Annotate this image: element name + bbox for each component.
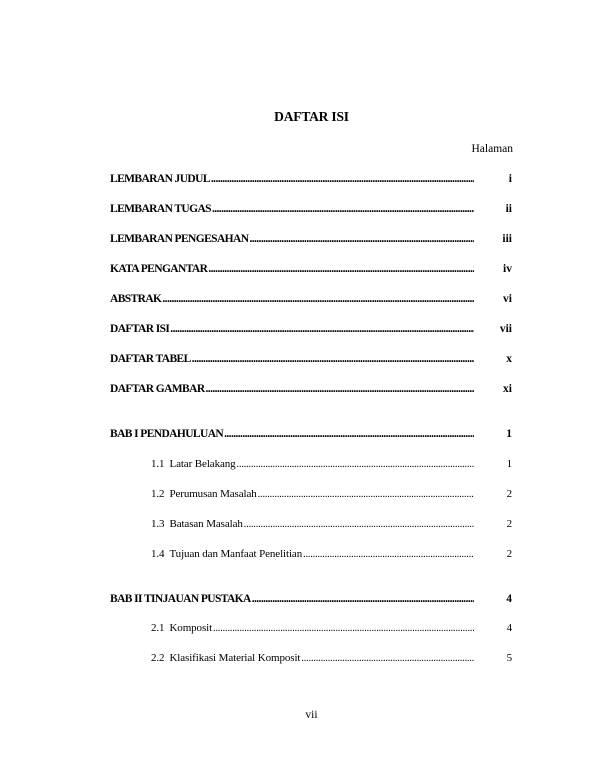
toc-entry-label: LEMBARAN PENGESAHAN <box>110 233 249 245</box>
toc-entry-page: x <box>506 353 512 365</box>
dot-leader <box>249 233 474 245</box>
dot-leader <box>258 489 474 500</box>
toc-entry-label: LEMBARAN JUDUL <box>110 173 210 185</box>
toc-entry-page: vi <box>503 293 512 305</box>
dot-leader <box>211 173 474 185</box>
toc-section-label: Latar Belakang <box>169 458 236 470</box>
toc-section-page: 2 <box>506 488 512 500</box>
toc-chapter-page: 4 <box>506 593 512 605</box>
toc-entry-label: DAFTAR TABEL <box>110 353 191 365</box>
dot-leader <box>301 653 474 664</box>
toc-section <box>151 488 512 504</box>
toc-section <box>151 622 512 638</box>
dot-leader <box>303 549 474 560</box>
toc-entry-page: xi <box>503 383 512 395</box>
toc-entry-page: ii <box>505 203 512 215</box>
toc-section <box>151 548 512 564</box>
dot-leader <box>244 519 474 530</box>
toc-section-label: Batasan Masalah <box>169 518 243 530</box>
toc-entry-page: i <box>508 173 512 185</box>
toc-section <box>151 518 512 534</box>
page-title: DAFTAR ISI <box>274 109 349 124</box>
toc-section-label: Tujuan dan Manfaat Penelitian <box>169 548 303 560</box>
page-number: vii <box>305 709 318 721</box>
toc-section-number: 2.1 <box>151 622 165 634</box>
toc-section <box>151 458 512 474</box>
toc-entry <box>110 353 512 369</box>
dot-leader <box>192 353 474 365</box>
toc-entry-label: DAFTAR ISI <box>110 323 170 335</box>
toc-section-number: 1.3 <box>151 518 165 530</box>
dot-leader <box>208 263 474 275</box>
toc-section-number: 1.1 <box>151 458 165 470</box>
dot-leader <box>206 383 474 395</box>
toc-section-page: 2 <box>506 548 512 560</box>
dot-leader <box>224 428 474 440</box>
toc-section-page: 4 <box>506 622 512 634</box>
toc-section-number: 2.2 <box>151 652 165 664</box>
toc-entry <box>110 233 512 249</box>
dot-leader <box>213 623 474 634</box>
toc-chapter <box>110 428 512 444</box>
toc-section-label: Perumusan Masalah <box>169 488 257 500</box>
toc-entry <box>110 383 512 399</box>
toc-section-label: Klasifikasi Material Komposit <box>169 652 301 664</box>
toc-entry-page: iii <box>502 233 512 245</box>
toc-section-page: 2 <box>506 518 512 530</box>
toc-section-number: 1.4 <box>151 548 165 560</box>
page-column-label: Halaman <box>471 143 513 155</box>
toc-entry-page: iv <box>503 263 512 275</box>
toc-entry-label: KATA PENGANTAR <box>110 263 208 275</box>
toc-section-number: 1.2 <box>151 488 165 500</box>
toc-chapter-page: 1 <box>506 428 512 440</box>
toc-section-label: Komposit <box>169 622 213 634</box>
toc-entry <box>110 323 512 339</box>
toc-entry <box>110 173 512 189</box>
toc-entry <box>110 203 512 219</box>
toc-section-page: 5 <box>506 652 512 664</box>
dot-leader <box>237 459 474 470</box>
toc-entry-label: ABSTRAK <box>110 293 162 305</box>
toc-entry-label: DAFTAR GAMBAR <box>110 383 205 395</box>
toc-chapter <box>110 593 512 609</box>
dot-leader <box>162 293 474 305</box>
toc-section <box>151 652 512 668</box>
toc-entry-page: vii <box>499 323 512 335</box>
toc-chapter-label: BAB I PENDAHULUAN <box>110 428 224 440</box>
toc-chapter-label: BAB II TINJAUAN PUSTAKA <box>110 593 251 605</box>
toc-entry-label: LEMBARAN TUGAS <box>110 203 211 215</box>
dot-leader <box>252 593 474 605</box>
toc-entry <box>110 263 512 279</box>
dot-leader <box>212 203 474 215</box>
toc-entry <box>110 293 512 309</box>
toc-section-page: 1 <box>506 458 512 470</box>
dot-leader <box>170 323 474 335</box>
